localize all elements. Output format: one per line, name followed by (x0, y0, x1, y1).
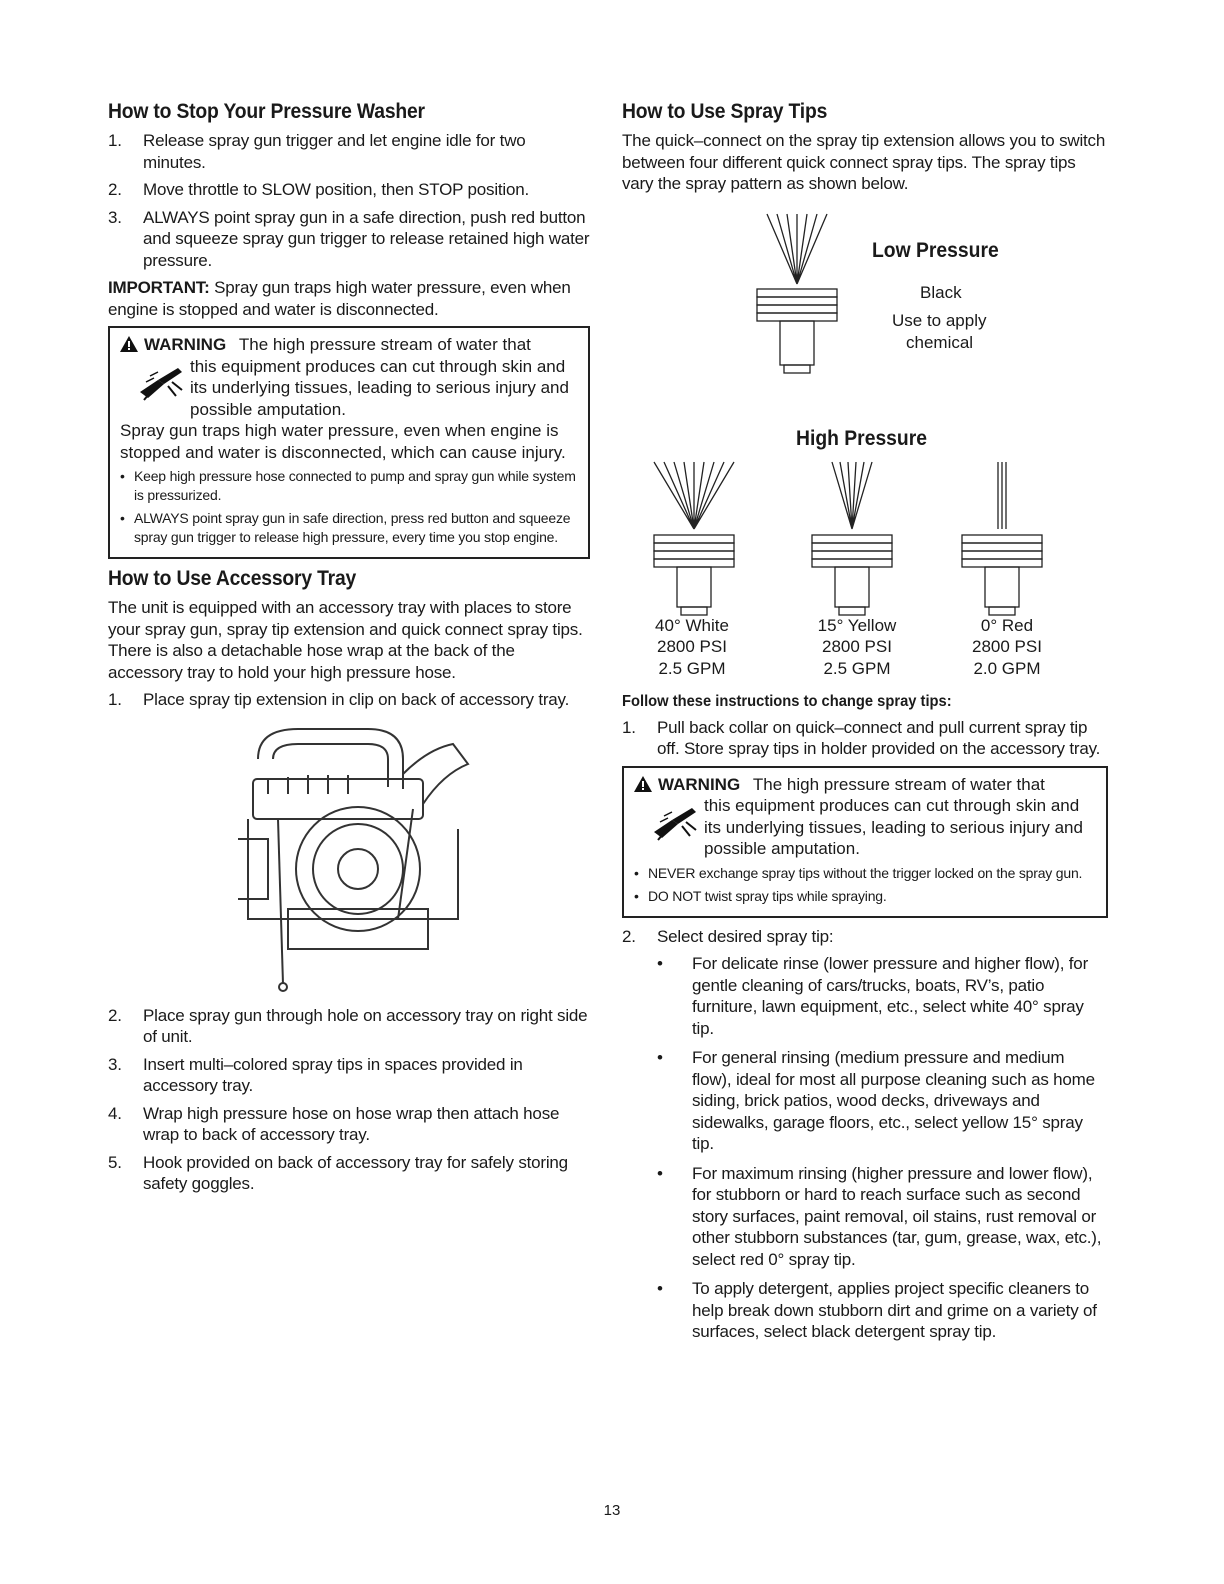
accessory-tray-heading: How to Use Accessory Tray (108, 567, 357, 590)
list-item: • To apply detergent, applies project specific cleaners to help break down stubborn dirt and grime on a variety of surfaces, select black detergent spray tip. (657, 1278, 1108, 1343)
high-pressure-heading: High Pressure (796, 426, 927, 450)
low-pressure-color: Black (920, 282, 962, 302)
list-item: 1. Release spray gun trigger and let engine idle for two minutes. (108, 131, 526, 172)
yellow-spray-tip-icon (802, 457, 902, 617)
list-item: 3. ALWAYS point spray gun in a safe direction, push red button and squeeze spray gun trigger to release retained high water pressure. (108, 207, 590, 270)
list-item: 2. Move throttle to SLOW position, then STOP position. (108, 180, 530, 199)
stop-steps-list (108, 130, 590, 271)
spray-tip-selection-list (657, 953, 1108, 1343)
warning-label: WARNING (658, 774, 741, 794)
spray-tips-intro: The quick–connect on the spray tip extension allows you to switch between four different quick connect spray tips. The spray tips vary the spray pattern as shown below. (622, 131, 1106, 193)
cut-hazard-icon (138, 362, 184, 407)
left-column (108, 100, 590, 1201)
list-item: 1. Pull back collar on quick–connect and pull current spray tip off. Store spray tips in holder provided on the accessory tray. (622, 717, 1101, 758)
white-spray-tip-icon (644, 457, 744, 617)
low-pressure-use-2: chemical (906, 332, 974, 352)
warning-box-spray-tips: WARNING The high pressure stream of water that this equipment produces can cut through skin and its underlying tissues, leading to serious injury and possible amputation. • NEVER exchange spray tips without the trigger locked on the spray gun. • DO NOT twist spray tips while spraying. (622, 766, 1108, 918)
change-tips-heading: Follow these instructions to change spray tips: (622, 692, 952, 710)
red-spray-tip-icon (952, 457, 1052, 617)
stop-washer-heading: How to Stop Your Pressure Washer (108, 100, 425, 123)
warning-body: Spray gun traps high water pressure, even when engine is stopped and water is disconnected, which can cause injury. (120, 421, 566, 462)
black-spray-tip-icon (752, 209, 842, 379)
list-item: 4. Wrap high pressure hose on hose wrap then attach hose wrap to back of accessory tray. (108, 1103, 560, 1144)
yellow-tip-spec: 15° Yellow 2800 PSI 2.5 GPM (817, 615, 897, 678)
right-column (622, 100, 1108, 1351)
warning-bullets (120, 467, 578, 547)
list-item: • For maximum rinsing (higher pressure and lower flow), for stubborn or hard to reach surface such as second story surfaces, paint removal, oil stains, rust removal or other stubborn substances (tar, gum, grease, wax, etc.), select red 0° spray tip. (657, 1163, 1108, 1271)
warning-label: WARNING (144, 335, 227, 354)
list-item: 1. Place spray tip extension in clip on back of accessory tray. (108, 690, 570, 709)
warning-box: WARNING The high pressure stream of water that this equipment produces can cut through skin and its underlying tissues, leading to serious injury and possible amputation. Spray gun traps high water pressure, even when engine is stopped and water is disconnected, which can cause injury. • Keep high pressure hose connected to pump and spray gun while system is pressurized. • ALWAYS point spray gun in safe direction, press red button and squeeze spray gun trigger to release high pressure, every time you stop engine. (108, 326, 590, 559)
list-item: • NEVER exchange spray tips without the trigger locked on the spray gun. (634, 864, 1096, 883)
list-item: • DO NOT twist spray tips while spraying. (634, 887, 1096, 906)
spray-tip-diagram (622, 201, 1108, 621)
list-item: • For delicate rinse (lower pressure and higher flow), for gentle cleaning of cars/trucks, boats, RV’s, patio furniture, lawn equipment, etc., select white 40° spray tip. (657, 953, 1108, 1039)
low-pressure-use-1: Use to apply (892, 310, 987, 330)
page-number: 13 (603, 1502, 621, 1519)
red-tip-spec: 0° Red 2800 PSI 2.0 GPM (972, 615, 1042, 678)
low-pressure-heading: Low Pressure (872, 238, 999, 262)
accessory-tray-illustration (228, 719, 590, 999)
tray-steps-list (108, 1005, 590, 1195)
list-item: 5. Hook provided on back of accessory tray for safely storing safety goggles. (108, 1152, 568, 1193)
list-item: 2. Select desired spray tip: (622, 926, 834, 946)
list-item: • Keep high pressure hose connected to pump and spray gun while system is pressurized. (120, 467, 578, 505)
warning-triangle-icon (634, 776, 652, 797)
cut-hazard-icon (652, 802, 698, 847)
list-item: • ALWAYS point spray gun in safe direction, press red button and squeeze spray gun trigger to release high pressure, every time you stop engine. (120, 509, 578, 547)
list-item: 2. Place spray gun through hole on accessory tray on right side of unit. (108, 1005, 588, 1046)
accessory-tray-intro: The unit is equipped with an accessory tray with places to store your spray gun, spray tip extension and quick connect spray tips. There is also a detachable hose wrap at the back of the accessory tray to hold your high pressure hose. (108, 598, 583, 682)
list-item: • For general rinsing (medium pressure and medium flow), ideal for most all purpose cleaning such as home siding, brick patios, wood decks, driveways and sidewalks, garage floors, etc., select yellow 15° spray tip. (657, 1047, 1108, 1155)
spray-tips-heading: How to Use Spray Tips (622, 100, 828, 123)
tip-spec-row (622, 615, 1108, 685)
list-item: 3. Insert multi–colored spray tips in spaces provided in accessory tray. (108, 1054, 523, 1095)
white-tip-spec: 40° White 2800 PSI 2.5 GPM (655, 615, 729, 678)
important-note: IMPORTANT: Spray gun traps high water pressure, even when engine is stopped and water is disconnected. (108, 278, 571, 319)
warning-triangle-icon (120, 336, 138, 357)
warning-bullets (634, 864, 1096, 906)
